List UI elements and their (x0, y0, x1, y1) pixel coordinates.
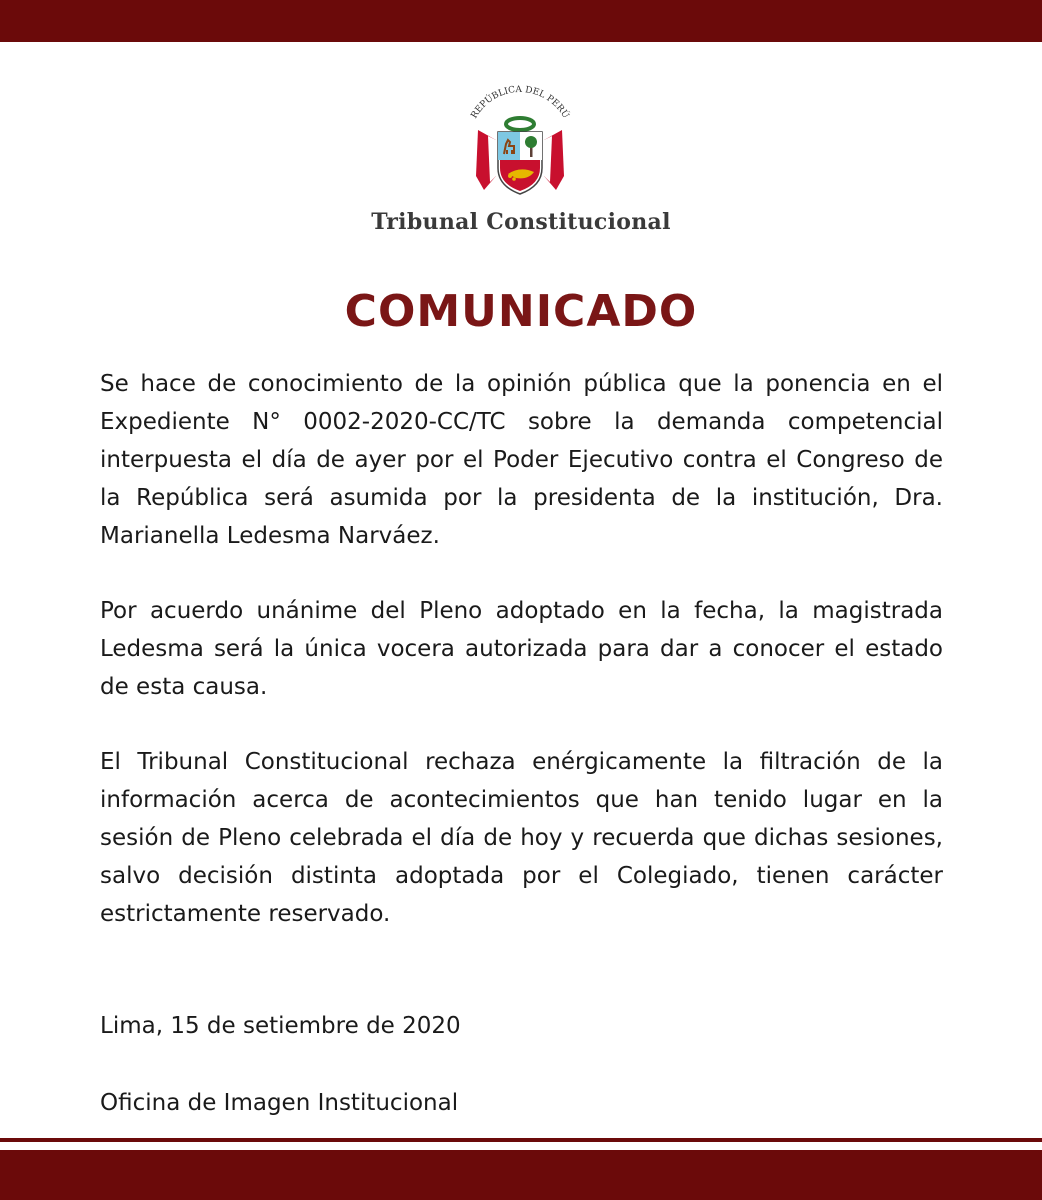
crest-text: REPÚBLICA DEL PERÚ (469, 84, 571, 121)
top-band (0, 0, 1042, 42)
paragraph-1: Se hace de conocimiento de la opinión pública que la ponencia en el Expediente N° 0002-2020-CC/TC sobre la demanda competencial interpuesta el día de ayer por el Poder Ejecutivo contra el Congreso de la República será asumida por la presidenta de la institución, Dra. Marianella Ledesma Narváez. (100, 371, 943, 549)
coat-of-arms-icon (450, 80, 590, 220)
bottom-band-line (0, 1138, 1042, 1142)
paragraph-2: Por acuerdo unánime del Pleno adoptado en la fecha, la magistrada Ledesma será la única vocera autorizada para dar a conocer el estado de esta causa. (100, 598, 943, 700)
page-title: COMUNICADO (344, 286, 698, 337)
institution-name: Tribunal Constitucional (371, 209, 671, 235)
paragraph-3: El Tribunal Constitucional rechaza enérgicamente la filtración de la información acerca de acontecimientos que han tenido lugar en la sesión de Pleno celebrada el día de hoy y recuerda que dichas sesiones, salvo decisión distinta adoptada por el Colegiado, tienen carácter estrictamente reservado. (100, 749, 943, 927)
date-line: Lima, 15 de setiembre de 2020 (100, 1013, 461, 1039)
office-signature: Oficina de Imagen Institucional (100, 1090, 459, 1116)
bottom-band (0, 1150, 1042, 1200)
